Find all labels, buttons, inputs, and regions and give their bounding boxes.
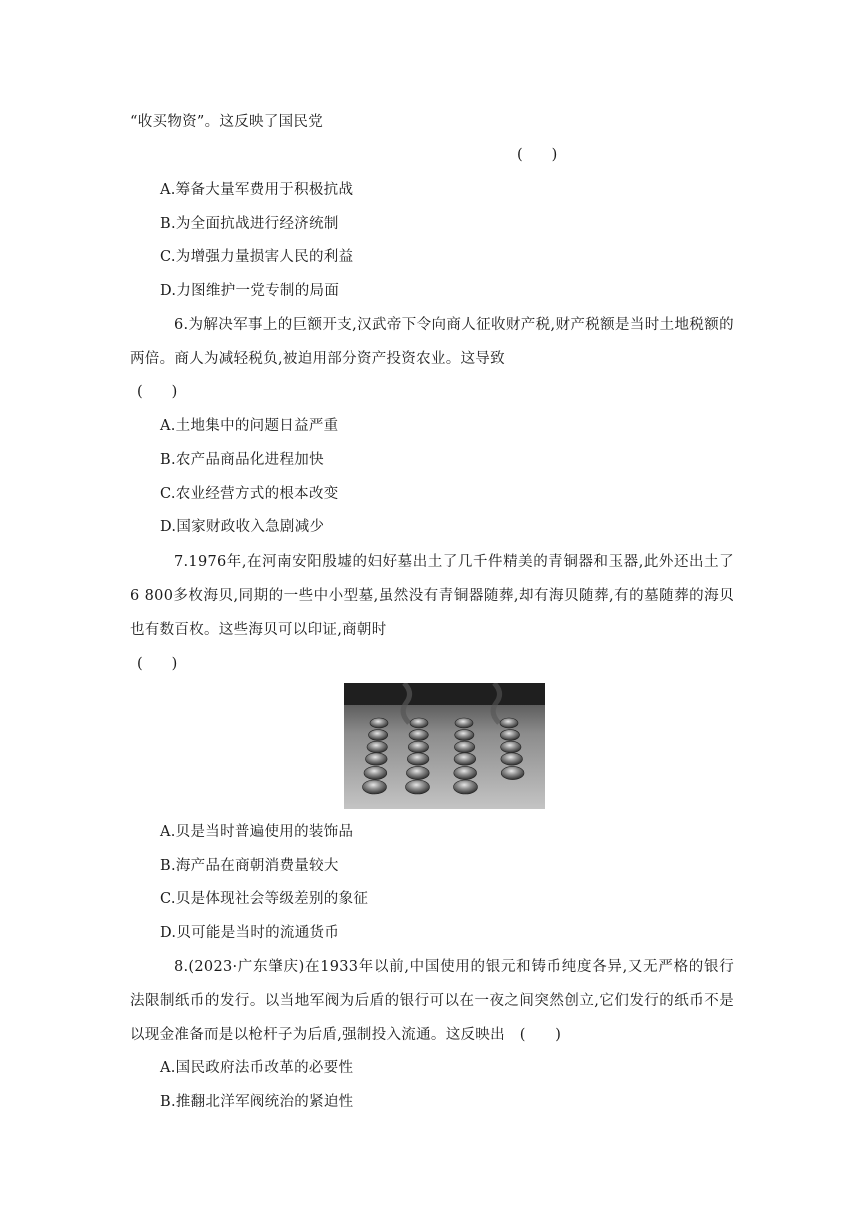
q6-option-b: B.农产品商品化进程加快 — [160, 452, 324, 468]
sea-shell — [454, 780, 478, 794]
q8-option-a: A.国民政府法币改革的必要性 — [160, 1060, 354, 1076]
q6-option-c: C.农业经营方式的根本改变 — [160, 486, 339, 502]
sea-shell — [370, 718, 388, 728]
sea-shell — [364, 766, 387, 779]
q8-stem — [130, 950, 734, 1052]
q6-option-a: A.土地集中的问题日益严重 — [160, 418, 339, 434]
sea-shell — [409, 730, 428, 741]
sea-shell — [366, 753, 388, 765]
sea-shell — [500, 730, 519, 741]
sea-shell — [410, 718, 428, 728]
sea-shell — [369, 730, 388, 741]
q5-option-c: C.为增强力量损害人民的利益 — [160, 249, 354, 265]
sea-shell — [455, 718, 473, 728]
sea-shell — [501, 753, 523, 765]
sea-shell — [500, 718, 518, 728]
q6-answer-bracket: ( ) — [137, 384, 178, 400]
q5-option-b: B.为全面抗战进行经济统制 — [160, 216, 339, 232]
q7-stem — [130, 545, 734, 647]
q7-option-c: C.贝是体现社会等级差别的象征 — [160, 891, 369, 907]
sea-shells-photo — [344, 683, 545, 809]
q5-option-a: A.筹备大量军费用于积极抗战 — [160, 182, 354, 198]
sea-shell — [407, 753, 429, 765]
q6-option-d: D.国家财政收入急剧减少 — [160, 519, 325, 535]
q7-option-a: A.贝是当时普遍使用的装饰品 — [160, 824, 354, 840]
q7-stem-text: 7.1976年,在河南安阳殷墟的妇好墓出土了几千件精美的青铜器和玉器,此外还出土了6 800多枚海贝,同期的一些中小型墓,虽然没有青铜器随葬,却有海贝随葬,有的墓随葬的海贝也有数百枚。这些海贝可以印证,商朝时 — [130, 554, 734, 638]
sea-shell — [501, 741, 521, 753]
q7-option-b: B.海产品在商朝消费量较大 — [160, 858, 339, 874]
q8-stem-text: 8.(2023·广东肇庆)在1933年以前,中国使用的银元和铸币纯度各异,又无严格的银行法限制纸币的发行。以当地军阀为后盾的银行可以在一夜之间突然创立,它们发行的纸币不是以现金准备而是以枪杆子为后盾,强制投入流通。这反映出 ( ) — [130, 959, 734, 1043]
sea-shell — [408, 741, 428, 753]
sea-shell — [406, 780, 430, 794]
sea-shell — [501, 766, 524, 779]
sea-shell — [455, 730, 474, 741]
q8-option-b: B.推翻北洋军阀统治的紧迫性 — [160, 1094, 354, 1110]
q6-stem-text: 6.为解决军事上的巨额开支,汉武帝下令向商人征收财产税,财产税额是当时土地税额的两倍。商人为减轻税负,被迫用部分资产投资农业。这导致 — [130, 317, 734, 367]
sea-shell — [363, 780, 387, 794]
sea-shell — [454, 753, 476, 765]
q5-stem-tail: “收买物资”。这反映了国民党 — [130, 114, 324, 130]
sea-shell — [406, 766, 429, 779]
q6-stem — [130, 308, 734, 376]
q5-option-d: D.力图维护一党专制的局面 — [160, 283, 340, 299]
q7-option-d: D.贝可能是当时的流通货币 — [160, 925, 340, 941]
sea-shell — [367, 741, 387, 753]
sea-shell — [454, 741, 474, 753]
q5-answer-bracket: ( ) — [517, 147, 558, 163]
sea-shell — [454, 766, 477, 779]
q7-answer-bracket: ( ) — [137, 656, 178, 672]
